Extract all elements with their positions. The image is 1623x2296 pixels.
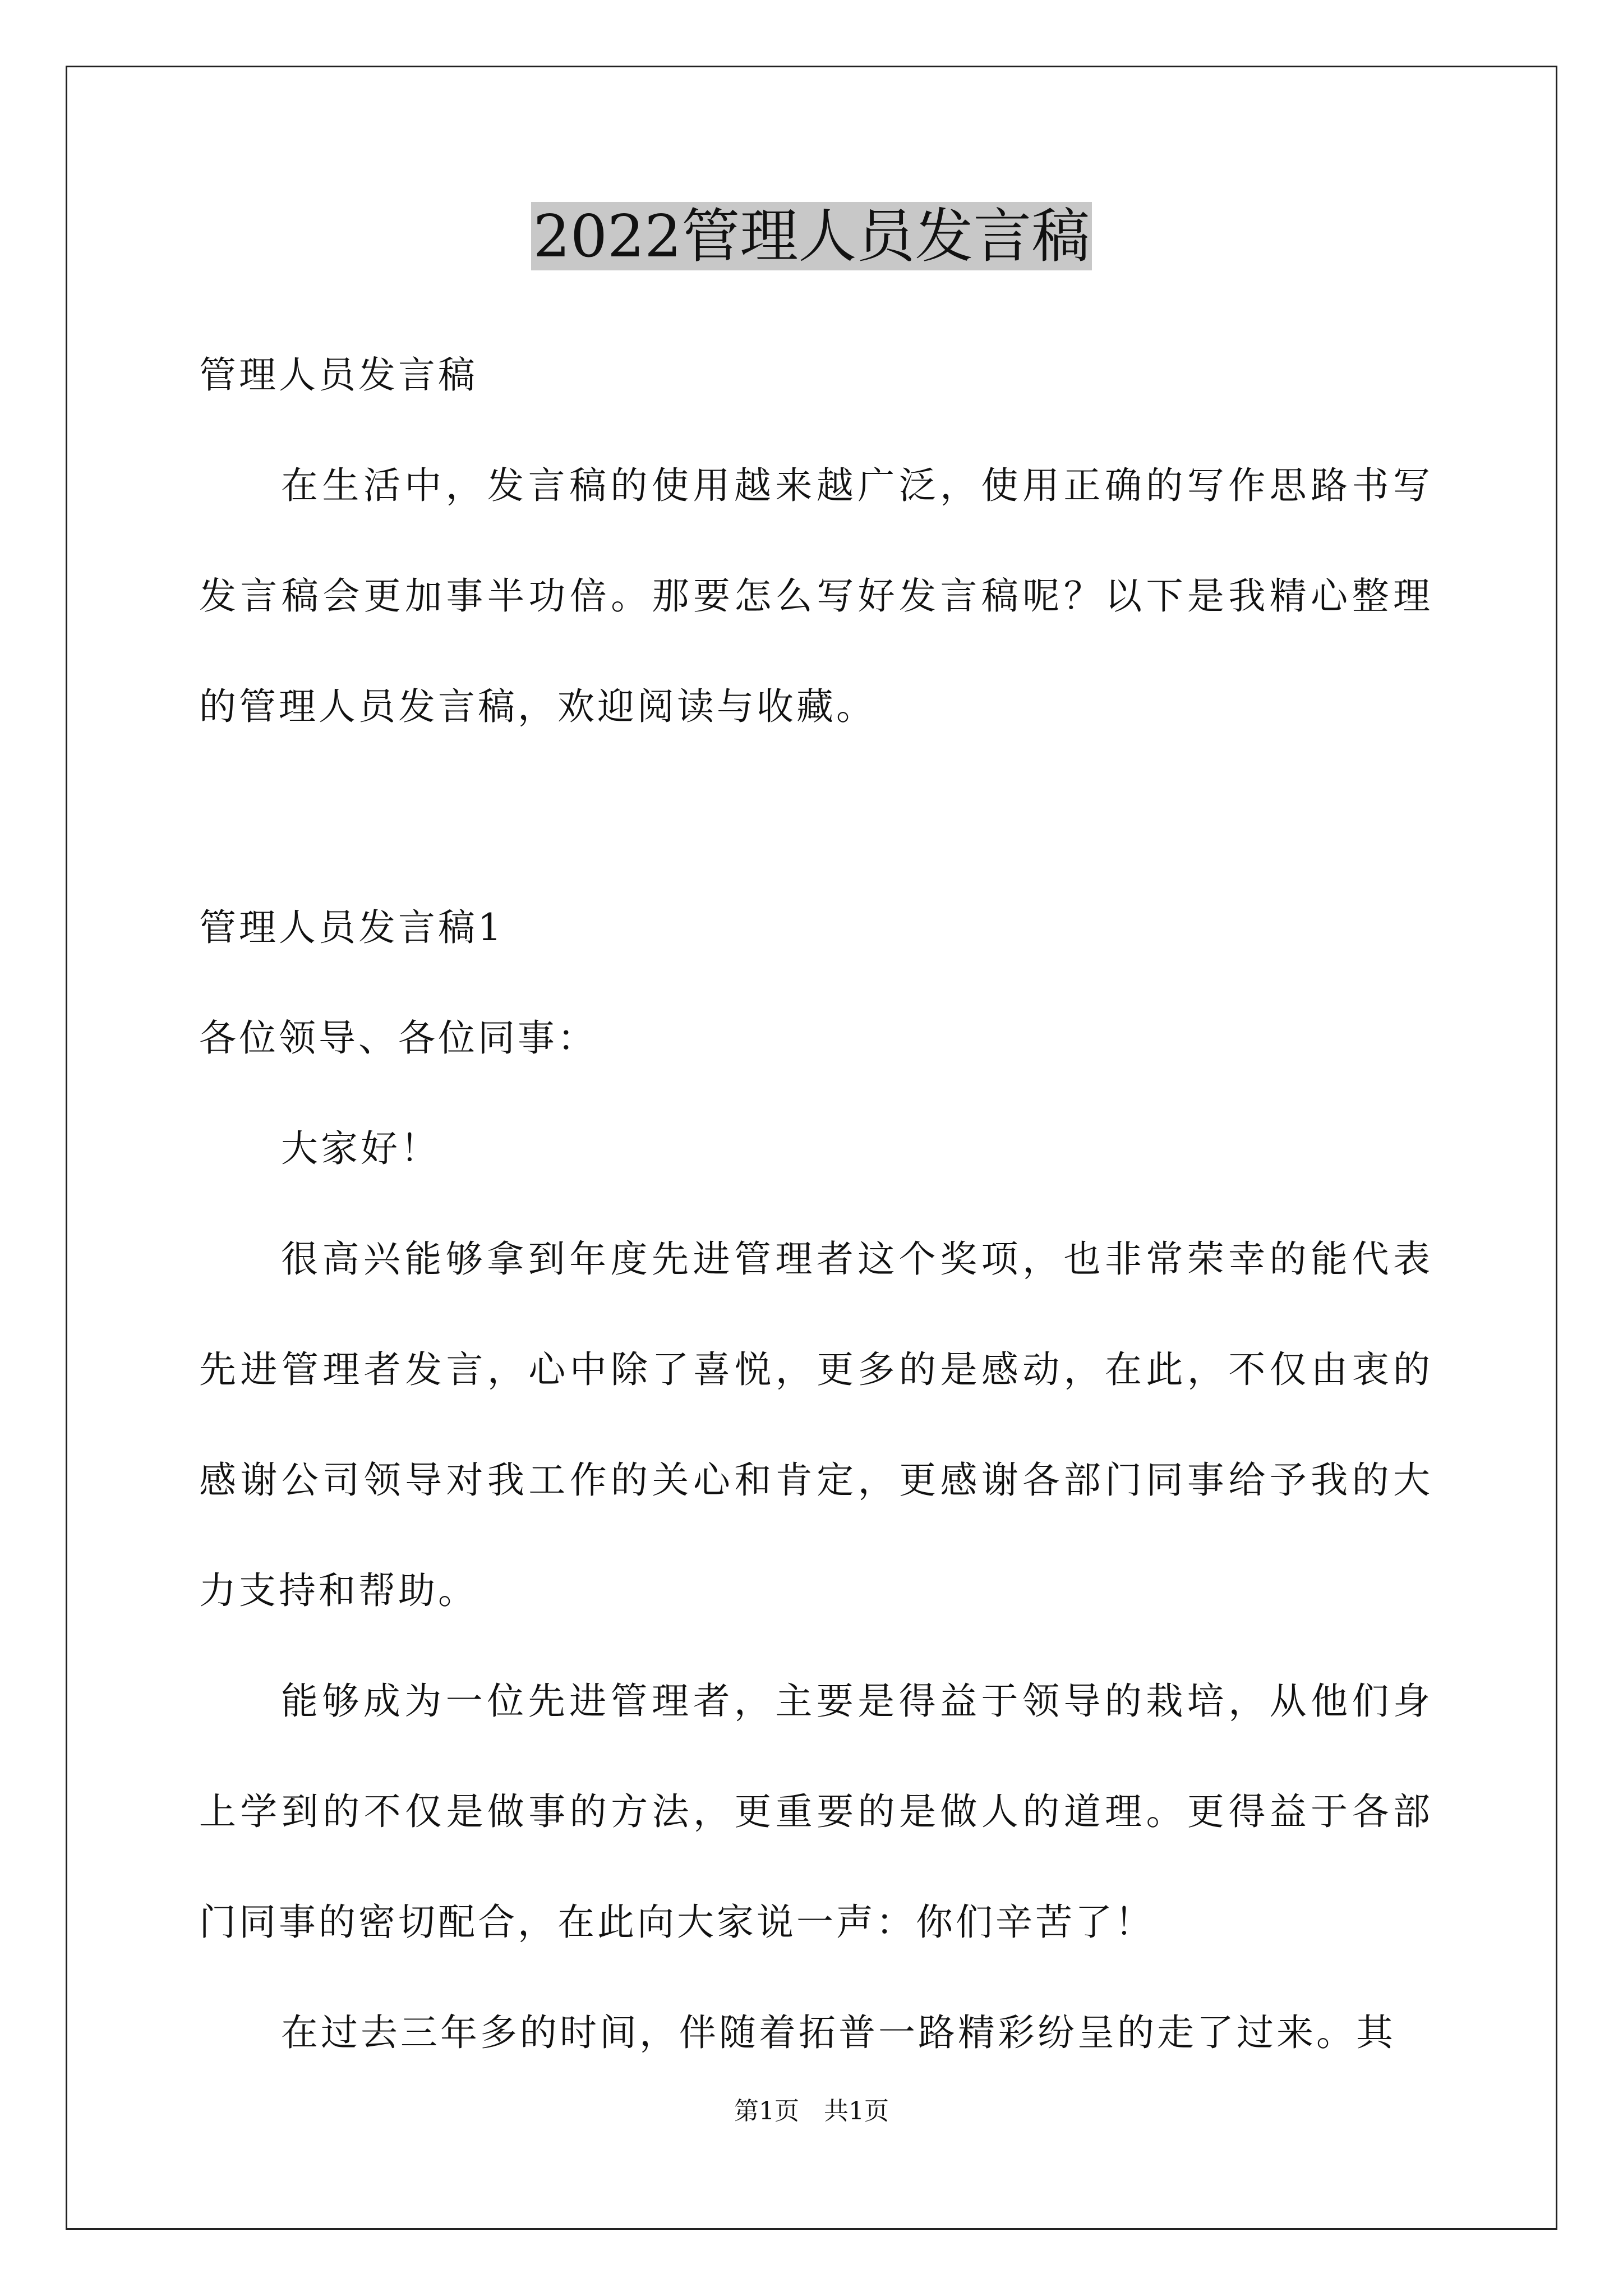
body-paragraph: 很高兴能够拿到年度先进管理者这个奖项，也非常荣幸的能代表先进管理者发言，心中除了喜悦，更多的是感动，在此，不仅由衷的感谢公司领导对我工作的关心和肯定，更感谢各部门同事给予我的大力支持和帮助。: [199, 1237, 1433, 1612]
document-title-text: 2022管理人员发言稿: [531, 202, 1092, 270]
body-paragraph: 能够成为一位先进管理者，主要是得益于领导的栽培，从他们身上学到的不仅是做事的方法，更重要的是做人的道理。更得益于各部门同事的密切配合，在此向大家说一声：你们辛苦了！: [199, 1680, 1433, 1944]
intro-paragraph: 在生活中，发言稿的使用越来越广泛，使用正确的写作思路书写发言稿会更加事半功倍。那要怎么写好发言稿呢？以下是我精心整理的管理人员发言稿，欢迎阅读与收藏。: [199, 464, 1433, 728]
document-title: [0, 200, 1623, 273]
document-subtitle: 管理人员发言稿: [199, 353, 478, 397]
greeting: 大家好！: [281, 1127, 440, 1170]
page-footer: 第1页 共1页: [734, 2097, 889, 2125]
section-title: 管理人员发言稿1: [199, 906, 504, 949]
salutation: 各位领导、各位同事：: [199, 1016, 597, 1060]
body-paragraph: 在过去三年多的时间，伴随着拓普一路精彩纷呈的走了过来。其: [281, 2011, 1396, 2054]
